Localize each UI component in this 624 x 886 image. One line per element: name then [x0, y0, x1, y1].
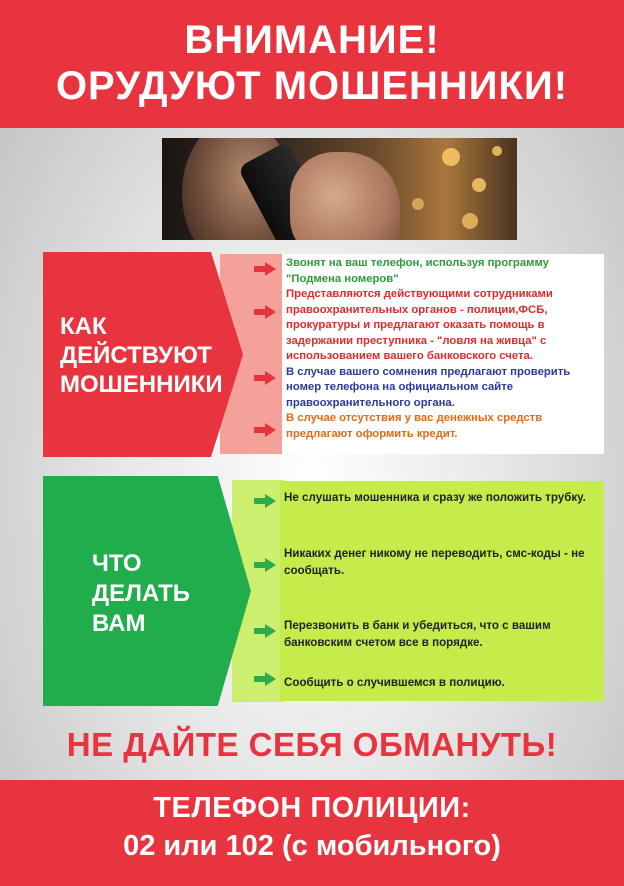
fraud-method-item: Представляются действующими сотрудниками правоохранительных органов - полиции,ФСБ, прокуратуры и предлагают оказать помощь в задержании преступника - "ловля на живца" с использованием вашего банковского счета.: [286, 288, 553, 362]
arrow-right-icon: [254, 558, 276, 572]
fraud-method-item: Звонят на ваш телефон, используя программу "Подмена номеров": [286, 257, 549, 285]
section-do-title-line: ВАМ: [92, 610, 146, 637]
section-do-text: [280, 481, 604, 701]
fraud-method-item: В случае вашего сомнения предлагают проверить номер телефона на официальном сайте правоохранительного органа.: [286, 365, 571, 409]
arrow-right-icon: [254, 672, 276, 686]
arrow-right-icon: [254, 624, 276, 638]
police-phone-number: 02 или 102 (с мобильного): [123, 830, 501, 862]
section-do-title-line: ЧТО: [92, 550, 142, 577]
header-title-line1: ВНИМАНИЕ!: [184, 18, 440, 62]
slogan: НЕ ДАЙТЕ СЕБЯ ОБМАНУТЬ!: [66, 726, 558, 763]
arrow-right-icon: [254, 371, 276, 385]
arrow-right-icon: [254, 423, 276, 437]
police-phone-label: ТЕЛЕФОН ПОЛИЦИИ:: [153, 792, 471, 824]
advice-item: Не слушать мошенника и сразу же положить трубку.: [284, 491, 586, 504]
arrow-right-icon: [254, 262, 276, 276]
section-how-title-line: ДЕЙСТВУЮТ: [60, 342, 212, 369]
section-how-title-line: КАК: [60, 313, 107, 340]
person-on-phone-photo: [162, 138, 517, 240]
section-how-title: [60, 312, 223, 399]
arrow-right-icon: [254, 305, 276, 319]
section-how-text: [282, 254, 604, 454]
header-banner: [0, 0, 624, 128]
advice-item: Перезвонить в банк и убедиться, что с вашим банковским счетом все в порядке.: [284, 619, 551, 649]
arrow-right-icon: [254, 494, 276, 508]
advice-item: Никаких денег никому не переводить, смс-коды - не сообщать.: [284, 547, 585, 577]
footer-banner: [0, 780, 624, 886]
fraud-method-item: В случае отсутствия у вас денежных средств предлагают оформить кредит.: [286, 412, 543, 440]
section-do-title-line: ДЕЛАТЬ: [92, 580, 190, 607]
header-title-line2: ОРУДУЮТ МОШЕННИКИ!: [55, 64, 569, 108]
section-do-title: [92, 549, 190, 639]
section-how-title-line: МОШЕННИКИ: [60, 371, 223, 398]
advice-item: Сообщить о случившемся в полицию.: [284, 676, 505, 689]
